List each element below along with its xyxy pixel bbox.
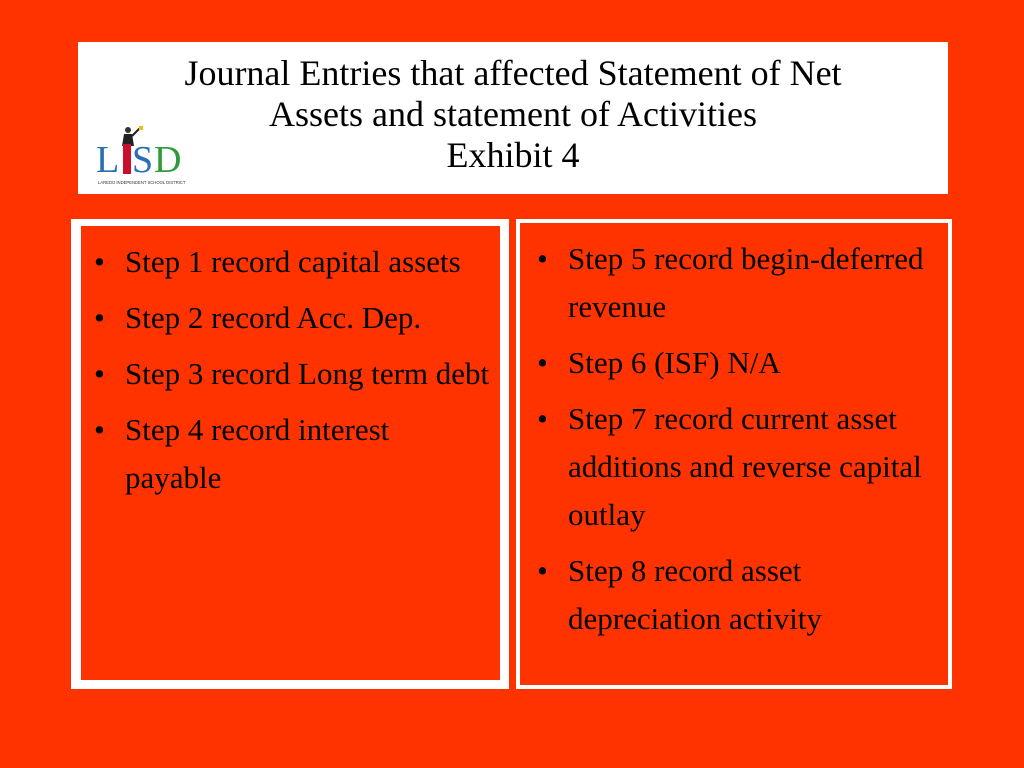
bullet-dot-icon: • xyxy=(94,244,105,279)
bullet-text: Step 7 record current asset additions and reverse capital outlay xyxy=(568,401,922,532)
bullet-dot-icon: • xyxy=(94,300,105,335)
left-column-panel xyxy=(71,219,509,689)
lisd-logo-graphic xyxy=(94,126,190,190)
bullet-text: Step 4 record interest payable xyxy=(125,412,390,495)
bullet-dot-icon: • xyxy=(537,345,548,380)
title-line-1: Journal Entries that affected Statement of Net xyxy=(184,53,842,93)
bullet-text: Step 3 record Long term debt xyxy=(125,356,490,391)
bullet-dot-icon: • xyxy=(537,553,548,588)
bullet-item xyxy=(524,395,942,539)
bullet-item xyxy=(81,406,490,502)
logo-letter-i xyxy=(123,144,131,174)
right-bullet-list xyxy=(524,235,942,651)
bullet-dot-icon: • xyxy=(537,241,548,276)
bullet-item xyxy=(81,350,490,398)
bullet-item xyxy=(81,294,490,342)
logo-letter-d: D xyxy=(154,139,182,181)
bullet-text: Step 1 record capital assets xyxy=(125,244,461,279)
bullet-item xyxy=(524,547,942,643)
title-line-2: Assets and statement of Activities xyxy=(269,94,757,134)
lisd-logo xyxy=(94,126,190,190)
bullet-item xyxy=(524,339,942,387)
bullet-text: Step 5 record begin-deferred revenue xyxy=(568,241,924,324)
logo-subtext: LAREDO INDEPENDENT SCHOOL DISTRICT xyxy=(98,180,186,185)
left-bullet-list xyxy=(81,238,490,510)
right-column-panel xyxy=(516,219,952,689)
logo-letter-s: S xyxy=(132,139,154,181)
bullet-text: Step 8 record asset depreciation activity xyxy=(568,553,822,636)
bullet-text: Step 6 (ISF) N/A xyxy=(568,345,781,380)
left-column-body xyxy=(81,226,500,680)
bullet-item xyxy=(81,238,490,286)
title-box xyxy=(78,42,948,194)
bullet-dot-icon: • xyxy=(94,412,105,447)
bullet-text: Step 2 record Acc. Dep. xyxy=(125,300,422,335)
slide-title xyxy=(78,53,948,176)
logo-letter-l: L xyxy=(96,139,120,181)
right-column-body xyxy=(520,223,948,685)
bullet-item xyxy=(524,235,942,331)
bullet-dot-icon: • xyxy=(94,356,105,391)
bullet-dot-icon: • xyxy=(537,401,548,436)
title-line-3: Exhibit 4 xyxy=(446,135,580,175)
